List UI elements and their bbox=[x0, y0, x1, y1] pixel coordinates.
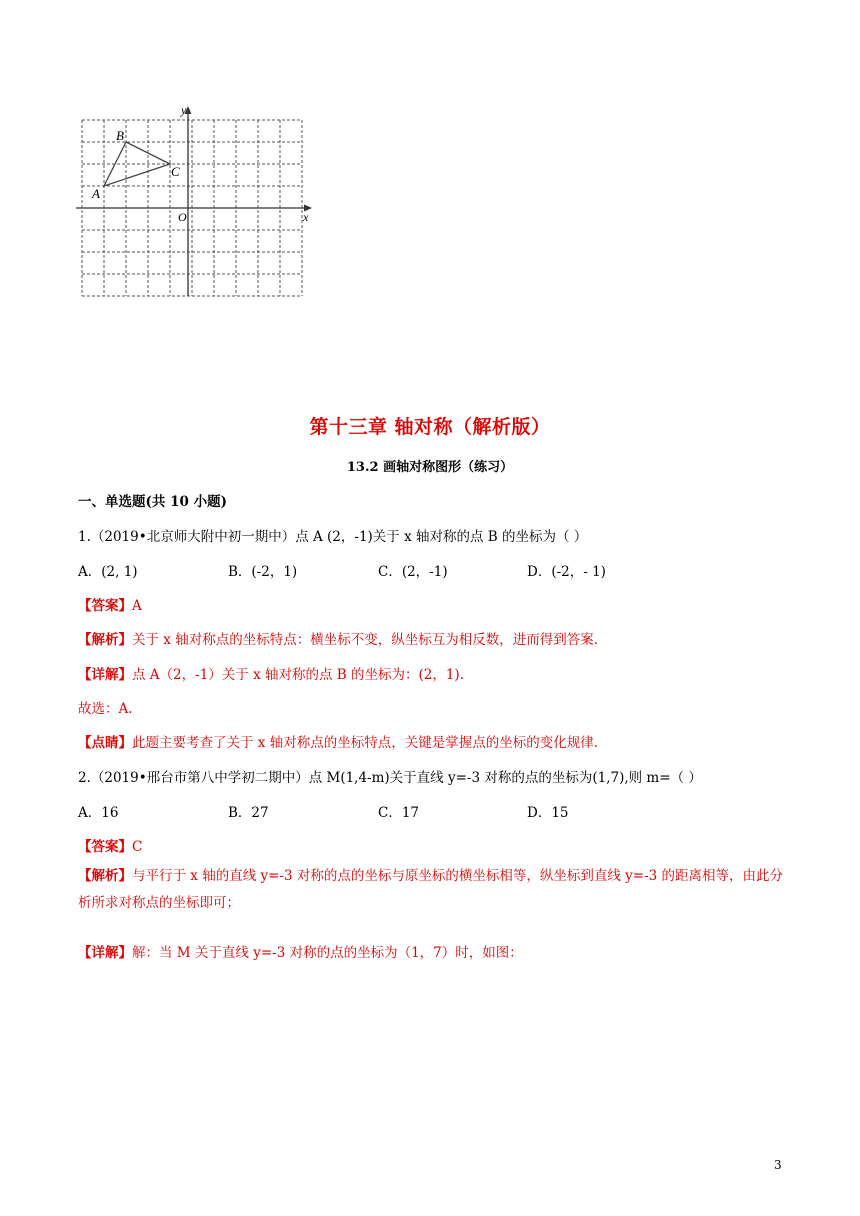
q1-option-a: A．(2, 1) bbox=[78, 564, 138, 580]
coordinate-grid-figure bbox=[72, 100, 320, 304]
q1-comment bbox=[78, 731, 598, 751]
q2-answer-value: C bbox=[132, 839, 143, 855]
q1-option-c: C．(2，-1) bbox=[378, 564, 448, 580]
q1-detail bbox=[78, 663, 464, 683]
q2-option-b: B．27 bbox=[228, 805, 269, 821]
q2-option-a: A．16 bbox=[78, 805, 119, 821]
q2-option-c: C．17 bbox=[378, 805, 420, 821]
label-b: B bbox=[116, 128, 124, 143]
q2-analysis bbox=[78, 863, 790, 917]
q2-detail bbox=[78, 941, 523, 961]
q1-detail-text: 点 A（2，-1）关于 x 轴对称的点 B 的坐标为：(2，1). bbox=[132, 667, 464, 683]
q2-analysis-tag: 【解析】 bbox=[78, 868, 132, 884]
q1-choose: 故选：A. bbox=[78, 701, 133, 717]
q1-option-d: D．(-2，- 1) bbox=[527, 564, 606, 580]
label-y-axis: y bbox=[181, 103, 187, 117]
q1-stem: 1.（2019•北京师大附中初一期中）点 A (2，-1)关于 x 轴对称的点 B 的坐标为（ ） bbox=[78, 529, 588, 545]
q1-analysis-text: 关于 x 轴对称点的坐标特点：横坐标不变，纵坐标互为相反数，进而得到答案. bbox=[132, 632, 598, 648]
label-c: C bbox=[171, 164, 180, 179]
q2-answer bbox=[78, 835, 142, 855]
q1-detail-tag: 【详解】 bbox=[78, 667, 132, 683]
q1-analysis-tag: 【解析】 bbox=[78, 632, 132, 648]
q1-option-b: B．(-2，1) bbox=[228, 564, 298, 580]
q1-answer-value: A bbox=[132, 598, 142, 614]
section-subtitle: 13.2 画轴对称图形（练习） bbox=[346, 460, 514, 475]
q2-analysis-text: 与平行于 x 轴的直线 y=-3 对称的点的坐标与原坐标的横坐标相等，纵坐标到直线 y=-3 的距离相等，由此分析所求对称点的坐标即可； bbox=[78, 868, 784, 911]
q2-detail-tag: 【详解】 bbox=[78, 945, 132, 961]
q1-answer bbox=[78, 594, 142, 614]
q1-answer-tag: 【答案】 bbox=[78, 598, 132, 614]
q1-comment-text: 此题主要考查了关于 x 轴对称点的坐标特点，关键是掌握点的坐标的变化规律. bbox=[132, 735, 598, 751]
q1-comment-tag: 【点睛】 bbox=[78, 735, 132, 751]
q2-detail-text: 解：当 M 关于直线 y=-3 对称的点的坐标为（1，7）时，如图： bbox=[132, 945, 523, 961]
label-a: A bbox=[92, 186, 100, 201]
q2-stem: 2.（2019•邢台市第八中学初二期中）点 M(1,4-m)关于直线 y=-3 对称的点的坐标为(1,7),则 m=（ ） bbox=[78, 770, 702, 786]
label-x-axis: x bbox=[303, 210, 309, 224]
chapter-title: 第十三章 轴对称（解析版） bbox=[309, 416, 551, 438]
q2-answer-tag: 【答案】 bbox=[78, 839, 132, 855]
q1-analysis bbox=[78, 628, 598, 648]
page-number: 3 bbox=[774, 1158, 782, 1172]
q2-option-d: D．15 bbox=[527, 805, 569, 821]
label-origin: O bbox=[178, 210, 187, 224]
question-type-heading: 一、单选题(共 10 小题) bbox=[78, 494, 227, 510]
